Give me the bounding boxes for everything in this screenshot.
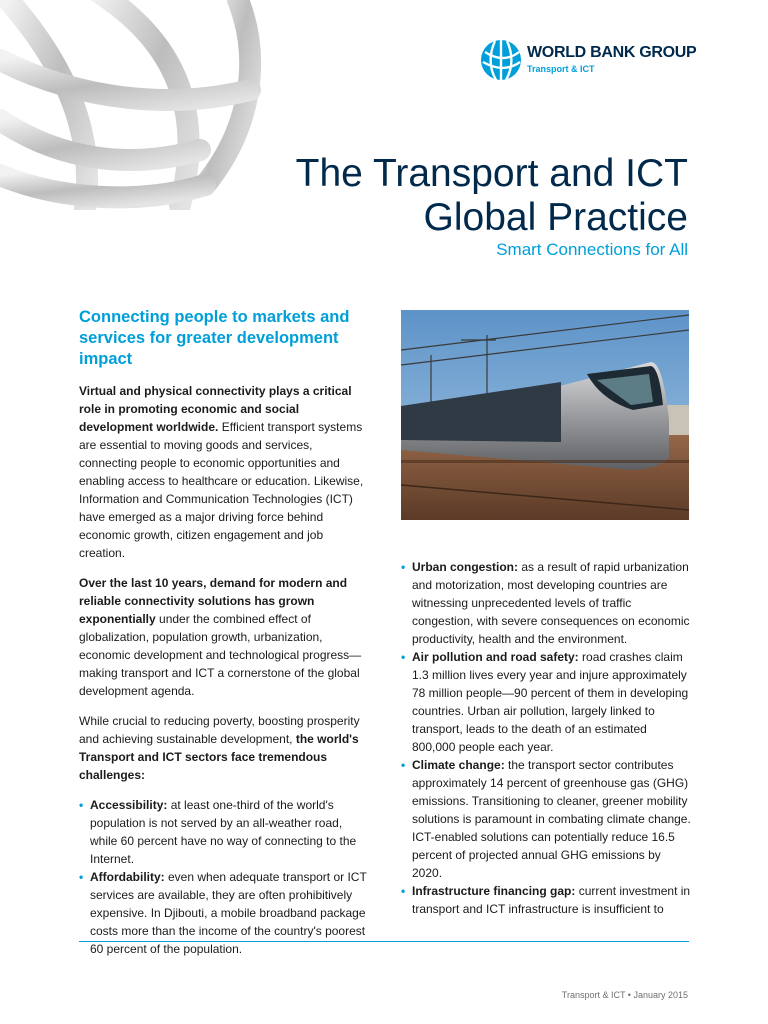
logo-wordmark: WORLD BANK GROUP [527,44,697,61]
logo-unit: Transport & ICT [527,64,595,74]
bullet-icon: • [401,560,406,574]
bullet-icon: • [401,758,406,772]
globe-icon [479,38,523,82]
bullet-text: current investment in transport and ICT infrastructure is insufficient to [412,884,691,916]
list-item [401,558,693,648]
bullet-text: road crashes claim 1.3 million lives every year and injure approximately 78 million people—90 percent of them in developing countries. Urban air pollution, largely linked to transport, leads to the death of an estimated 800,000 people each year. [412,650,689,754]
challenge-list-continued [401,558,693,918]
bullet-label: Urban congestion: [412,560,519,574]
bullet-label: Affordability: [90,870,165,884]
bullet-label: Infrastructure financing gap: [412,884,576,898]
list-item [79,868,371,958]
section-heading: Connecting people to markets and services for greater development impact [79,308,350,368]
list-item [401,882,693,918]
page-footer: Transport & ICT • January 2015 [561,990,688,1000]
page-title [228,152,688,240]
bullet-text: the transport sector contributes approximately 14 percent of greenhouse gas (GHG) emissions. Transitioning to cleaner, greener mobility solutions is paramount in combating climate change. ICT-enabled solutions can potentially reduce 16.5 percent of projected annual GHG emissions by 2020. [412,758,691,880]
demand-paragraph [79,574,371,700]
challenges-lead: the world's Transport and ICT sectors face tremendous challenges: [79,732,359,782]
footer-divider [79,941,689,942]
left-column [79,307,371,958]
bullet-icon: • [79,870,84,884]
demand-lead: Over the last 10 years, demand for modern and reliable connectivity solutions has grown exponentially [79,576,348,626]
list-item [401,648,693,756]
bullet-label: Accessibility: [90,798,168,812]
bullet-label: Air pollution and road safety: [412,650,579,664]
right-column [401,558,693,918]
challenges-body: While crucial to reducing poverty, boosting prosperity and achieving sustainable development, [79,714,360,746]
list-item [401,756,693,882]
bullet-text: as a result of rapid urbanization and motorization, most developing countries are witnessing unprecedented levels of traffic congestion, with severe consequences on economic productivity, health and the environment. [412,560,690,646]
demand-body: under the combined effect of globalization, population growth, urbanization, economic development and technological progress—making transport and ICT a cornerstone of the global development agenda. [79,612,362,698]
bullet-text: even when adequate transport or ICT services are available, they are often prohibitively expensive. In Djibouti, a mobile broadband package costs more than the income of the country's poorest 60 percent of the population. [90,870,367,956]
intro-lead: Virtual and physical connectivity plays a critical role in promoting economic and social development worldwide. [79,384,352,434]
title-line-1: The Transport and ICT [295,152,688,195]
title-line-2: Global Practice [423,196,688,239]
challenges-paragraph [79,712,371,784]
globe-watermark [0,0,262,210]
bullet-icon: • [401,884,406,898]
list-item [79,796,371,868]
bullet-text: at least one-third of the world's population is not served by an all-weather road, while 60 percent have no way of connecting to the Internet. [90,798,357,866]
page-subtitle: Smart Connections for All [496,240,688,259]
bullet-icon: • [79,798,84,812]
intro-body: Efficient transport systems are essential to moving goods and services, connecting people to economic opportunities and enabling access to healthcare or education. Likewise, Information and Communication Technologies (ICT) have emerged as a major driving force behind economic growth, citizen engagement and job creation. [79,420,364,560]
intro-paragraph [79,382,371,562]
tram-photo [401,310,689,520]
world-bank-logo [479,38,697,84]
bullet-icon: • [401,650,406,664]
challenge-list [79,796,371,958]
bullet-label: Climate change: [412,758,505,772]
